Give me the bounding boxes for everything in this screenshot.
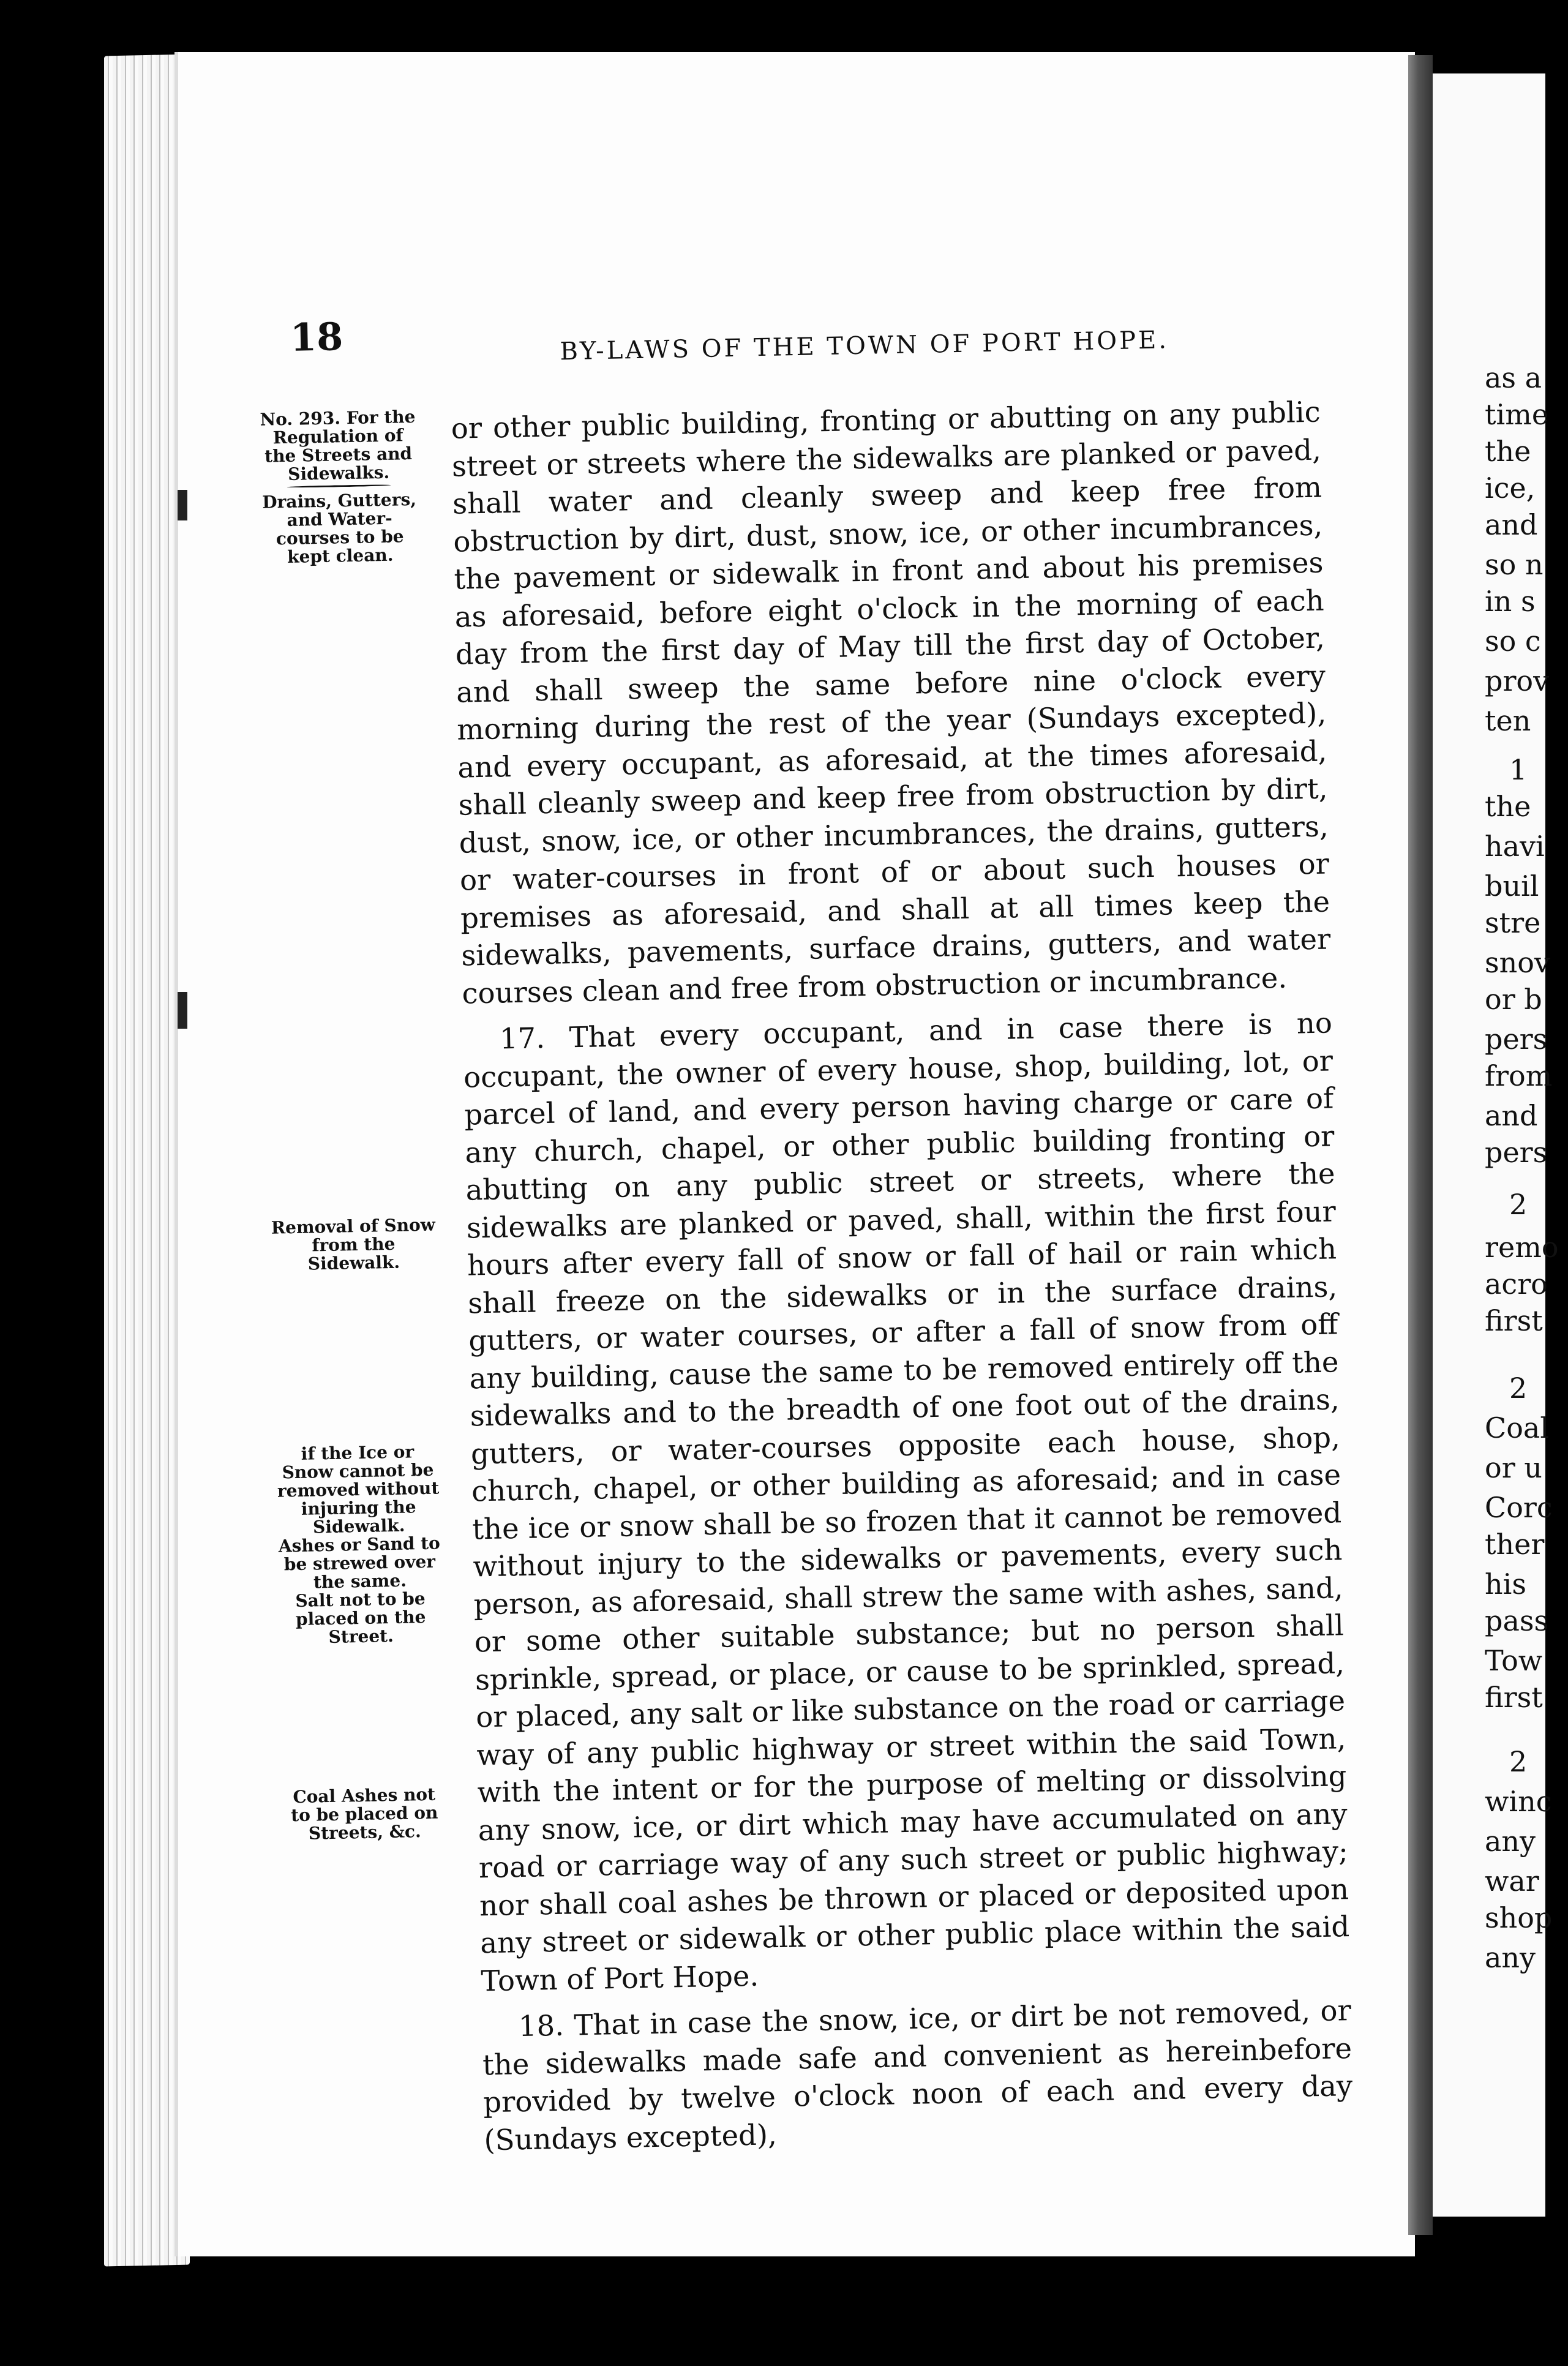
body-text [451,394,1354,2168]
facing-page-fragment: Coal [1485,1411,1550,1444]
facing-page-fragment: in s [1485,585,1536,618]
margin-note-group [275,1442,444,1647]
facing-page-fragment: the [1485,790,1531,823]
paragraph: 18. That in case the snow, ice, or dirt be not removed, or the sidewalks made safe and convenient as hereinbefore provided by twelve o'clock noon of each and every day (Sundays excepted), [482,1994,1353,2157]
facing-page-fragment: ther [1485,1528,1545,1561]
facing-page-fragment: 2 [1509,1372,1528,1405]
facing-page-fragment: shop [1485,1901,1553,1934]
margin-note: No. 293. For the Regulation of the Streets and Sidewalks. [260,406,416,484]
facing-page-fragment: time [1485,398,1549,431]
facing-page-fragment: Corc [1485,1491,1553,1524]
facing-page-fragment: remo [1485,1231,1559,1264]
facing-page-fragment: and [1485,508,1538,541]
facing-page-fragment: havi [1485,830,1545,863]
facing-page-fragment: first [1485,1681,1543,1714]
facing-page-fragment: pers [1485,1136,1548,1169]
margin-note: Coal Ashes not to be placed on Streets, &c. [290,1784,438,1844]
facing-page-fragment: stre [1485,906,1541,939]
margin-note-group [281,1785,448,1843]
facing-page-fragment: first [1485,1304,1543,1337]
margin-note: if the Ice or Snow cannot be removed without injuring the Sidewalk. [277,1441,440,1538]
facing-page-fragment: Tow [1485,1644,1543,1677]
margin-rule [287,484,391,488]
facing-page-fragment: 2 [1509,1745,1528,1778]
facing-page-fragment: buil [1485,869,1539,903]
facing-page-fragment: any [1485,1941,1536,1974]
page-number: 18 [290,314,343,360]
margin-note: Ashes or Sand to be strewed over the same. [278,1533,441,1593]
facing-page-fragment: as a [1485,361,1542,394]
facing-page-fragment: any [1485,1825,1536,1858]
margin-note-group [255,408,423,567]
margin-note: Drains, Gutters, and Water-courses to be kept clean. [261,489,417,567]
facing-page-fragment: war [1485,1865,1539,1898]
facing-page-fragment: prov [1485,664,1550,697]
facing-page-fragment: pass [1485,1604,1549,1637]
facing-page-fragment: pers [1485,1023,1548,1056]
margin-note: Salt not to be placed on the Street. [295,1588,426,1648]
facing-page-fragment: ten [1485,704,1531,737]
facing-page-fragment: so c [1485,625,1541,658]
facing-page-fragment: ice, [1485,471,1536,505]
paragraph: or other public building, fronting or abutting on any public street or streets where the sidewalks are planked or paved, shall water and cleanly sweep and keep free from obstruction by dirt, dust, snow, ice, or other incumbrances, the pavement or sidewalk in front and about his premises as aforesaid, before eight o'clock in the morning of each day from the first day of May till the first day of October, and shall sweep the same before nine o'clock every morning during the rest of the year (Sundays excepted), and every occupant, as aforesaid, at the times aforesaid, shall cleanly sweep and keep free from obstruction by dirt, dust, snow, ice, or other incumbrances, the drains, gutters, or water-courses in front of or about such houses or premises as aforesaid, and shall at all times keep the sidewalks, pavements, surface drains, gutters, and water courses clean and free from obstruction or incumbrance. [451,395,1331,1010]
margin-note: Removal of Snow from the Sidewalk. [271,1214,436,1274]
facing-page-fragment: and [1485,1099,1538,1132]
facing-page-fragment: winc [1485,1785,1552,1818]
facing-page-fragment: or u [1485,1451,1542,1484]
facing-page-fragment: 1 [1509,753,1528,786]
paragraph: 17. That every occupant, and in case there is no occupant, the owner of every house, shop, building, lot, or parcel of land, and every person having charge or care of any church, chapel, or other public building fronting or abutting on any public street or streets, where the sidewalks are planked or paved, shall, within the first four hours after every fall of snow or fall of hail or rain which shall freeze on the sidewalks or in the surface drains, gutters, or water courses, or after a fall of snow from off any building, cause the same to be removed entirely off the sidewalks and to the breadth of one foot out of the drains, gutters, or water-courses opposite each house, shop, church, chapel, or other building as aforesaid; and in case the ice or snow shall be so frozen that it cannot be removed without injury to the sidewalks or pavements, every such person, as aforesaid, shall strew the same with ashes, sand, or some other suitable substance; but no person shall sprinkle, spread, or place, or cause to be sprinkled, spread, or placed, any salt or like substance on the road or carriage way of any public highway or street within the said Town, with the intent or for the purpose of melting or dissolving any snow, ice, or dirt which may have accumulated on any road or carriage way of any such street or public highway; nor shall coal ashes be thrown or placed or deposited upon any street or sidewalk or other public place within the said Town of Port Hope. [463,1006,1350,1997]
facing-page-fragment: his [1485,1568,1526,1601]
margin-note-group [271,1216,437,1274]
facing-page-fragment: snov [1485,946,1550,979]
facing-page-fragment: the [1485,435,1531,468]
running-head: BY-LAWS OF THE TOWN OF PORT HOPE. [560,326,1169,366]
facing-page-fragment: or b [1485,983,1542,1016]
facing-page-fragment: 2 [1509,1188,1528,1221]
facing-page-fragment: so n [1485,548,1544,581]
facing-page-fragment: from [1485,1059,1553,1092]
facing-page-fragment: acro [1485,1268,1548,1301]
